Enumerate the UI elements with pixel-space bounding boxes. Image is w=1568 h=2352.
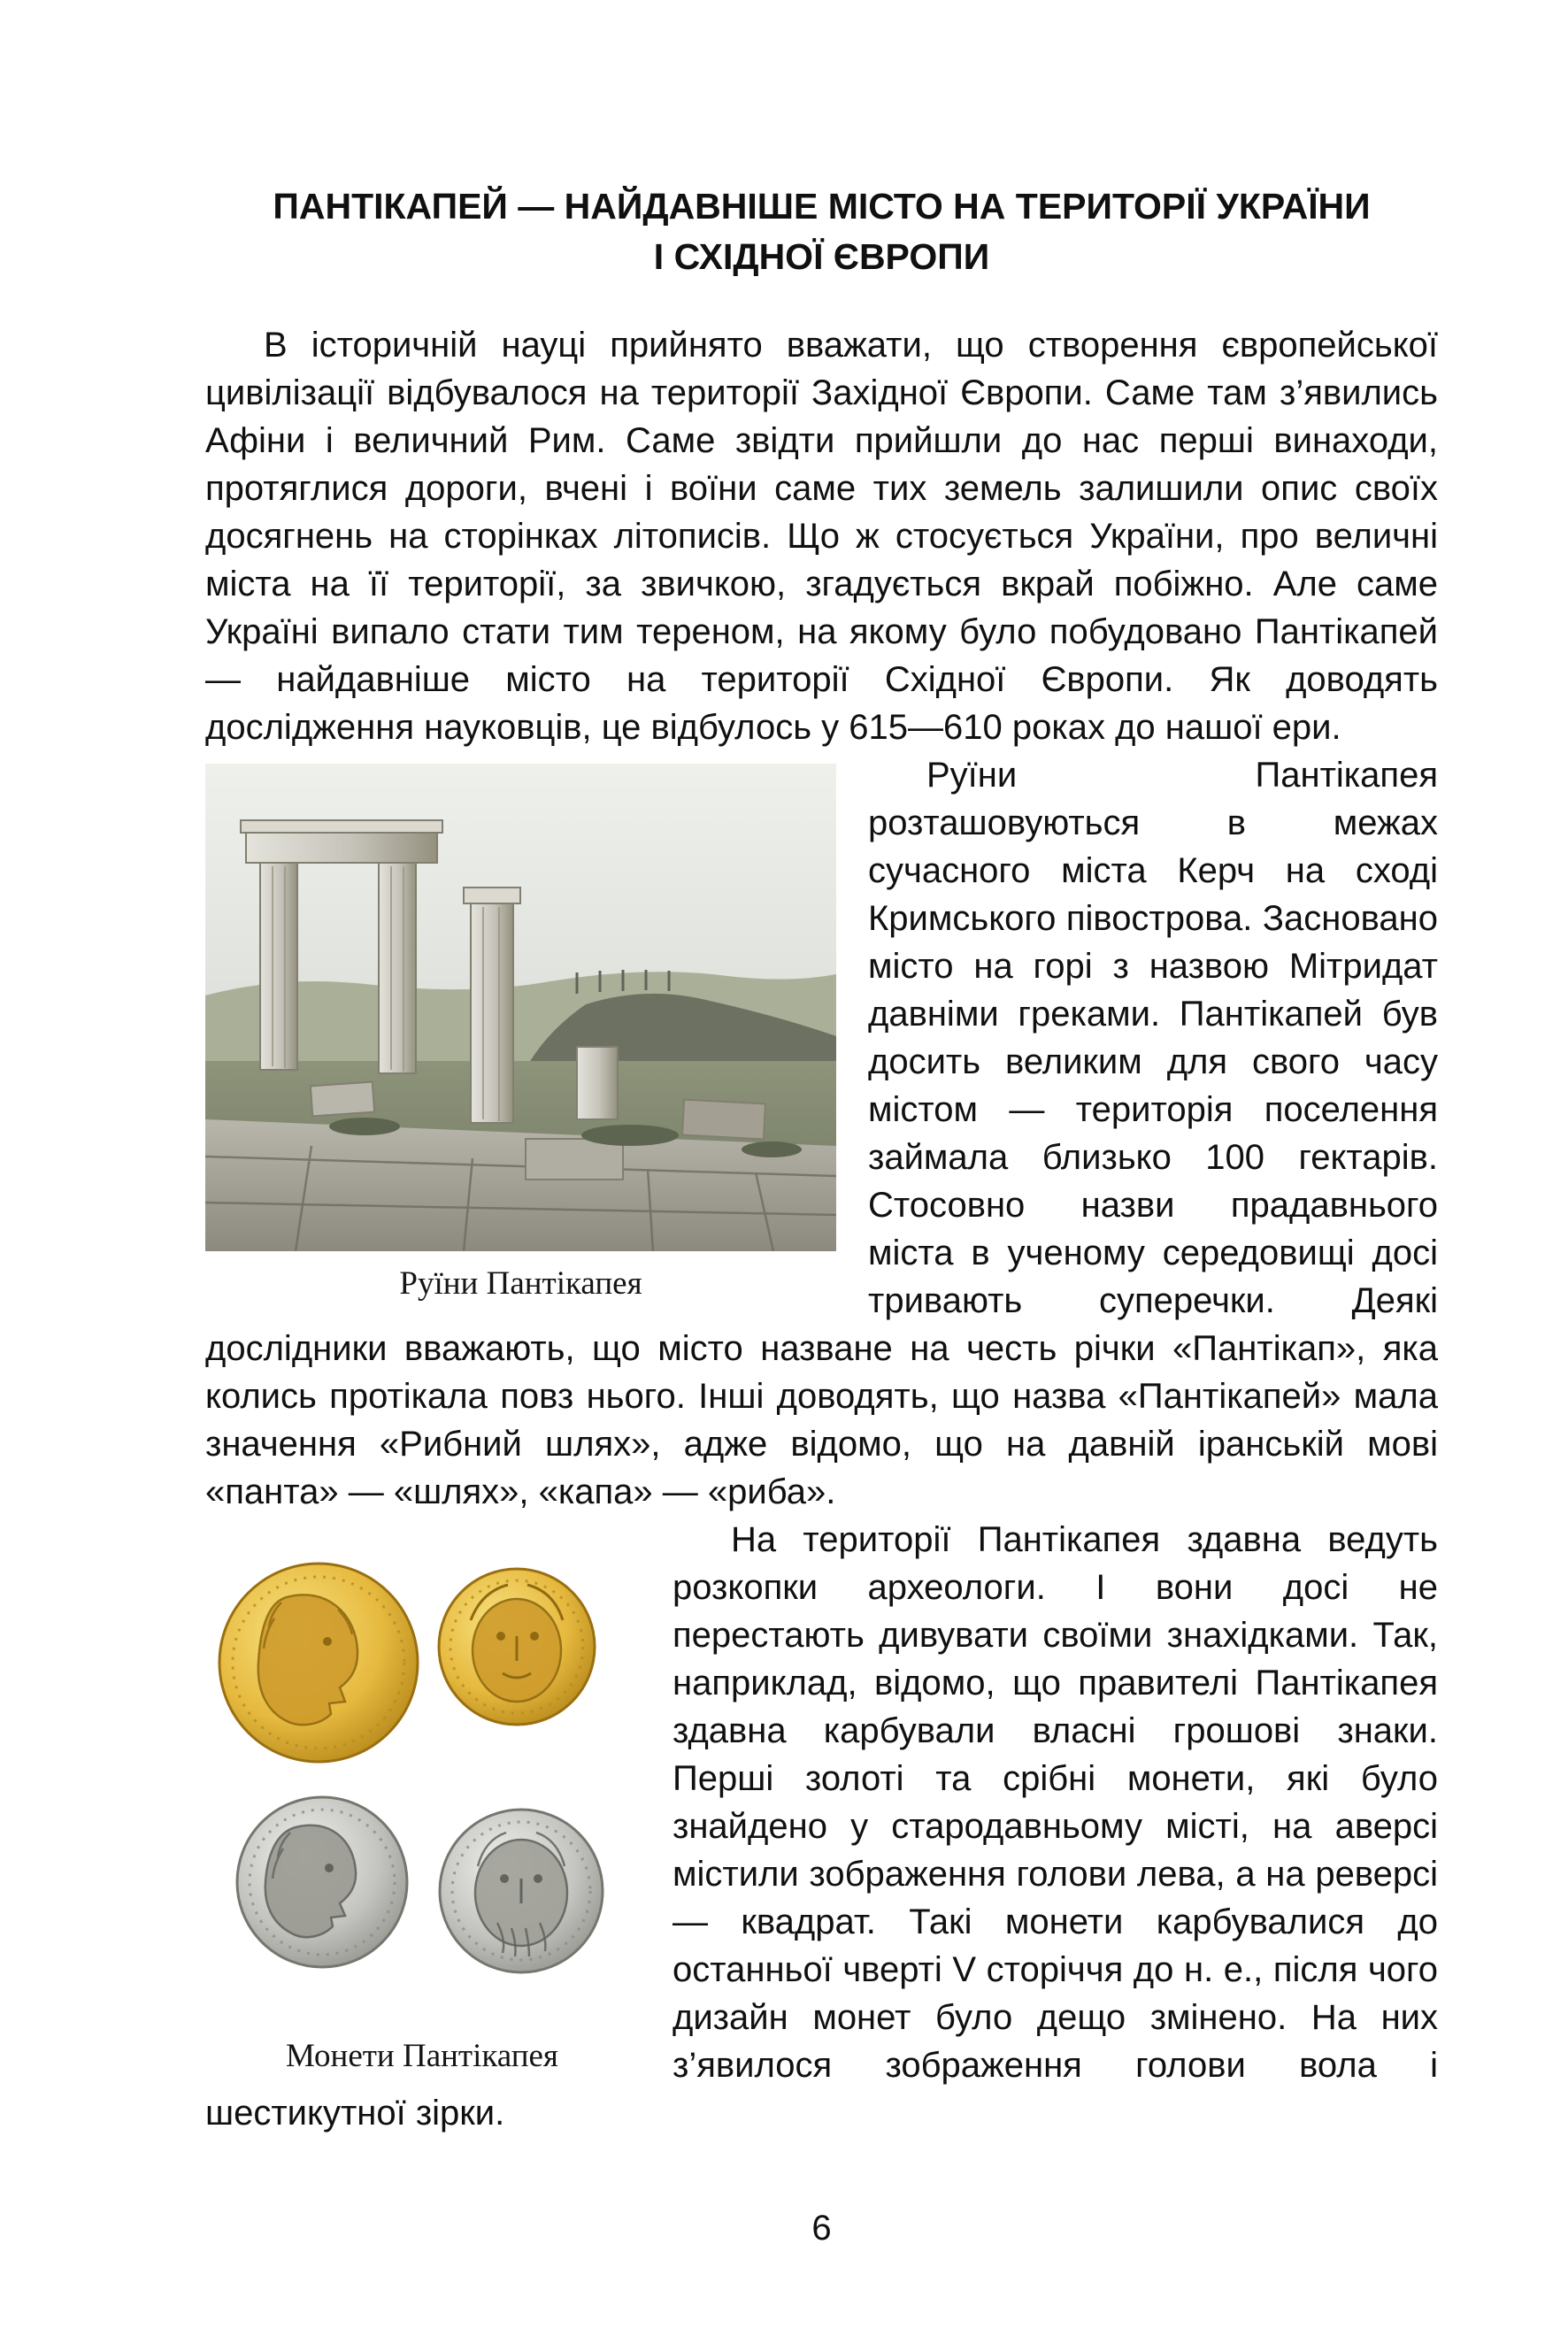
body-text — [205, 321, 1438, 2137]
page-content — [205, 181, 1438, 2137]
figure-ruins — [205, 764, 836, 1304]
page-title-line2: І СХІДНОЇ ЄВРОПИ — [653, 236, 990, 277]
paragraph-coins: На території Пантікапея здавна ведуть розкопки археологи. І вони досі не перестають дивувати своїми знахідками. Так, наприклад, відомо, що правителі Пантікапея здавна карбували власні грошові знаки. Перші золоті та срібні монети, які було знайдено у стародавньому місті, на аверсі містили зображення голови лева, а на реверсі — квадрат. Такі монети карбувалися до останньої чверті V сторіччя до н. е., після чого дизайн монет було дещо змінено. На них з’явилося зображення голови вола і шестикутної зірки. — [205, 1520, 1438, 2133]
page-title-line1: ПАНТІКАПЕЙ — НАЙДАВНІШЕ МІСТО НА ТЕРИТОРІЇ УКРАЇНИ — [273, 186, 1371, 227]
paragraph-intro: В історичній науці прийнято вважати, що створення європейської цивілізації відбувалося на території Західної Європи. Саме там з’явились Афіни і величний Рим. Саме звідти прийшли до нас перші винаходи, протяглися дороги, вчені і воїни саме тих земель залишили опис своїх досягнень на сторінках літописів. Що ж стосується України, про величні міста на її території, за звичкою, згадується вкрай побіжно. Але саме Україні випало стати тим тереном, на якому було побудовано Пантікапей — найдавніше місто на території Східної Європи. Як доводять дослідження науковців, це відбулось у 615—610 роках до нашої ери. — [205, 326, 1438, 747]
ruins-caption: Руїни Пантікапея — [399, 1265, 642, 1302]
gold-coin-large — [219, 1564, 418, 1762]
figure-coins — [205, 1528, 639, 2077]
paragraph-ruins: Руїни Пантікапея розташовуються в межах сучасного міста Керч на сході Кримського півострова. Засновано місто на горі з назвою Мітридат давніми греками. Пантікапей був досить великим для свого часу містом — територія поселення займала близько 100 гектарів. Стосовно назви прадавнього міста в ученому середовищі досі тривають суперечки. Деякі дослідники вважають, що місто назване на честь річки «Пантікап», яка колись протікала повз нього. Інші доводять, що назва «Пантікапей» мала значення «Рибний шлях», адже відомо, що на давній іранській мові «панта» — «шлях», «капа» — «риба». — [205, 756, 1438, 1511]
ruins-photo — [205, 764, 836, 1251]
silver-coin-right — [440, 1810, 603, 1972]
coins-caption: Монети Пантікапея — [286, 2038, 558, 2074]
gold-coin-small — [439, 1569, 595, 1725]
page-number: 6 — [811, 2209, 832, 2248]
coins-photo — [205, 1528, 639, 2024]
page-title — [205, 181, 1438, 282]
silver-coin-left — [237, 1797, 407, 1967]
